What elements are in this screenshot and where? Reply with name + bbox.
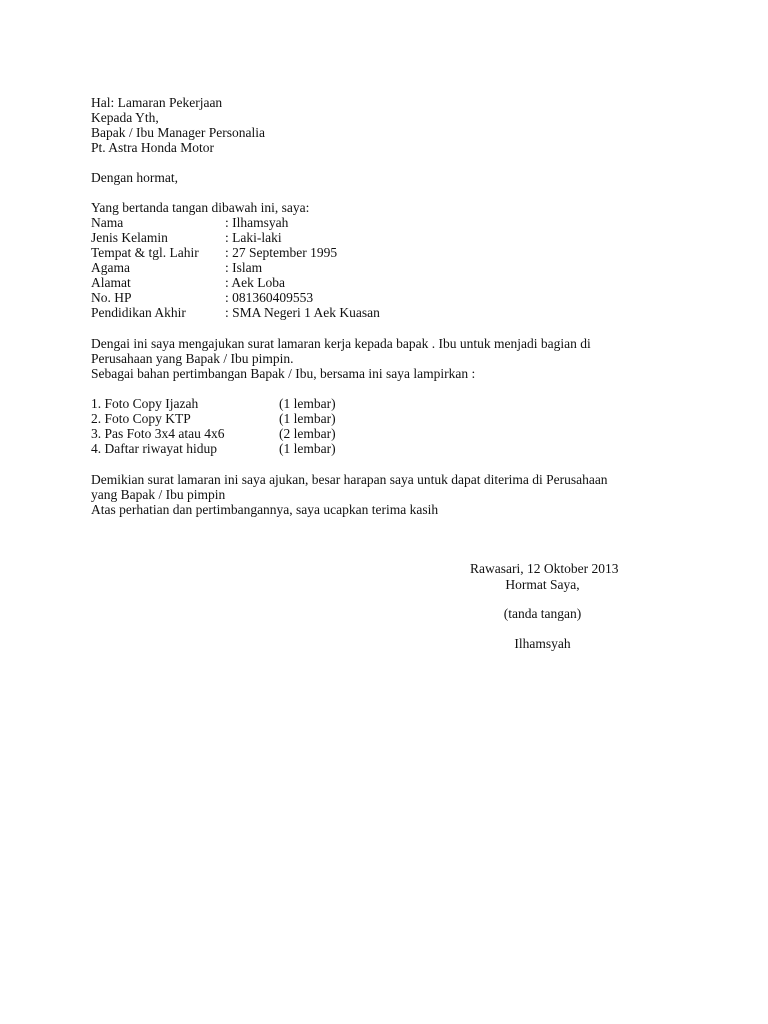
closing-line: yang Bapak / Ibu pimpin	[91, 487, 226, 502]
greeting: Dengan hormat,	[91, 170, 178, 185]
identity-row	[91, 245, 380, 260]
identity-row	[91, 215, 380, 230]
identity-label: Jenis Kelamin	[91, 230, 168, 245]
attachment-qty: (2 lembar)	[279, 426, 336, 441]
body-line: Dengai ini saya mengajukan surat lamaran kerja kepada bapak . Ibu untuk menjadi bagian di	[91, 336, 591, 351]
identity-value: : Islam	[225, 260, 263, 275]
signer-block	[470, 636, 615, 652]
identity-block	[91, 200, 380, 320]
identity-label: Tempat & tgl. Lahir	[91, 245, 199, 260]
attachment-qty: (1 lembar)	[279, 396, 336, 411]
intro-line: Yang bertanda tangan dibawah ini, saya:	[91, 200, 310, 215]
attachment-qty: (1 lembar)	[279, 411, 336, 426]
closing-line: Demikian surat lamaran ini saya ajukan, besar harapan saya untuk dapat diterima di Perusahaan	[91, 472, 608, 487]
identity-value: : SMA Negeri 1 Aek Kuasan	[225, 305, 380, 320]
company-line: Pt. Astra Honda Motor	[91, 140, 214, 155]
signature-block	[470, 561, 619, 593]
sign-placeholder: (tanda tangan)	[503, 606, 582, 621]
attachment-name: 1. Foto Copy Ijazah	[91, 396, 199, 411]
identity-value: : Ilhamsyah	[225, 215, 289, 230]
identity-row	[91, 290, 380, 305]
regards: Hormat Saya,	[505, 577, 580, 592]
closing-line: Atas perhatian dan pertimbangannya, saya ucapkan terima kasih	[91, 502, 439, 517]
identity-row	[91, 230, 380, 245]
identity-value: : Aek Loba	[225, 275, 285, 290]
signature-mark	[470, 606, 615, 622]
body-paragraph	[91, 336, 591, 381]
attachment-name: 3. Pas Foto 3x4 atau 4x6	[91, 426, 225, 441]
signer-name: Ilhamsyah	[514, 636, 571, 651]
attachment-list	[91, 396, 336, 456]
greeting-block	[91, 170, 178, 185]
closing-paragraph	[91, 472, 608, 517]
attachment-item	[91, 411, 336, 426]
place-date: Rawasari, 12 Oktober 2013	[470, 561, 619, 576]
recipient-line: Bapak / Ibu Manager Personalia	[91, 125, 265, 140]
letter-header	[91, 95, 265, 155]
attachment-qty: (1 lembar)	[279, 441, 336, 456]
identity-label: Pendidikan Akhir	[91, 305, 186, 320]
identity-label: Alamat	[91, 275, 131, 290]
body-line: Sebagai bahan pertimbangan Bapak / Ibu, bersama ini saya lampirkan :	[91, 366, 476, 381]
attachment-item	[91, 396, 336, 411]
identity-value: : 27 September 1995	[225, 245, 338, 260]
identity-row	[91, 260, 380, 275]
attachment-name: 4. Daftar riwayat hidup	[91, 441, 217, 456]
to-line: Kepada Yth,	[91, 110, 159, 125]
identity-label: No. HP	[91, 290, 132, 305]
attachment-item	[91, 441, 336, 456]
identity-row	[91, 275, 380, 290]
body-line: Perusahaan yang Bapak / Ibu pimpin.	[91, 351, 294, 366]
attachment-name: 2. Foto Copy KTP	[91, 411, 191, 426]
identity-value: : 081360409553	[225, 290, 314, 305]
identity-label: Agama	[91, 260, 130, 275]
attachment-item	[91, 426, 336, 441]
subject-line: Hal: Lamaran Pekerjaan	[91, 95, 223, 110]
identity-value: : Laki-laki	[225, 230, 282, 245]
identity-label: Nama	[91, 215, 124, 230]
identity-row	[91, 305, 380, 320]
